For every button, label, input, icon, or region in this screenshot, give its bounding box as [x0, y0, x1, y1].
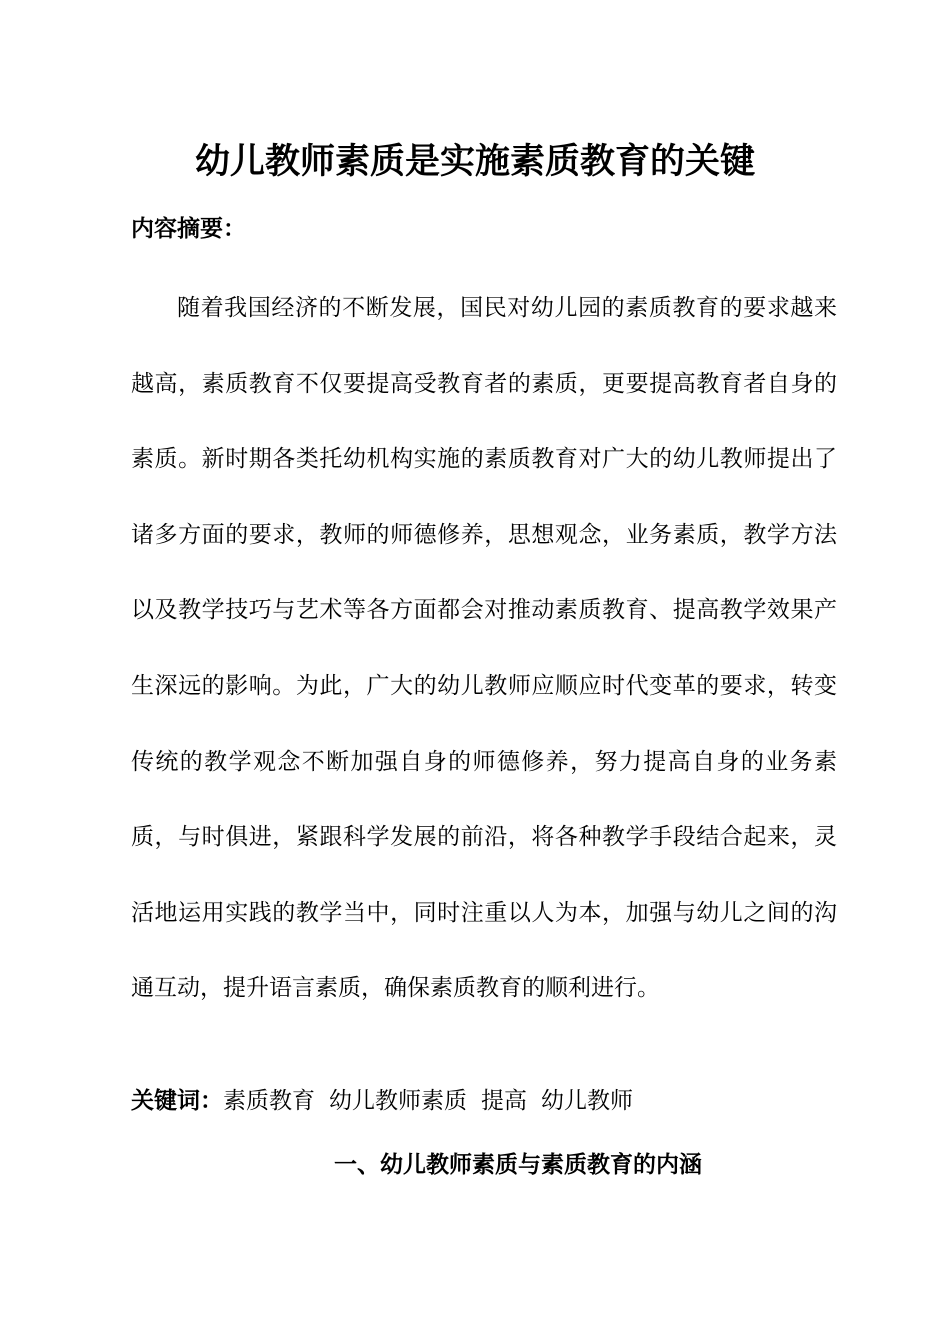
abstract-paragraph: 随着我国经济的不断发展，国民对幼儿园的素质教育的要求越来越高，素质教育不仅要提高受教育者的素质，更要提高教育者自身的素质。新时期各类托幼机构实施的素质教育对广大的幼儿教师提出了诸多方面的要求，教师的师德修养，思想观念，业务素质，教学方法以及教学技巧与艺术等各方面都会对推动素质教育、提高教学效果产生深远的影响。为此，广大的幼儿教师应顺应时代变革的要求，转变传统的教学观念不断加强自身的师德修养，努力提高自身的业务素质，与时俱进，紧跟科学发展的前沿，将各种教学手段结合起来，灵活地运用实践的教学当中，同时注重以人为本，加强与幼儿之间的沟通互动，提升语言素质，确保素质教育的顺利进行。 — [131, 295, 837, 1002]
document-title: 幼儿教师素质是实施素质教育的关键 — [194, 141, 755, 182]
keyword-item: 提高 — [481, 1088, 527, 1114]
section-heading: 一、幼儿教师素质与素质教育的内涵 — [334, 1151, 702, 1178]
keyword-item: 素质教育 — [223, 1088, 315, 1114]
keywords-line — [131, 1084, 647, 1118]
keyword-item: 幼儿教师素质 — [329, 1088, 467, 1114]
keywords-label: 关键词： — [131, 1087, 223, 1114]
abstract-label: 内容摘要： — [131, 215, 246, 242]
keyword-item: 幼儿教师 — [541, 1088, 633, 1114]
